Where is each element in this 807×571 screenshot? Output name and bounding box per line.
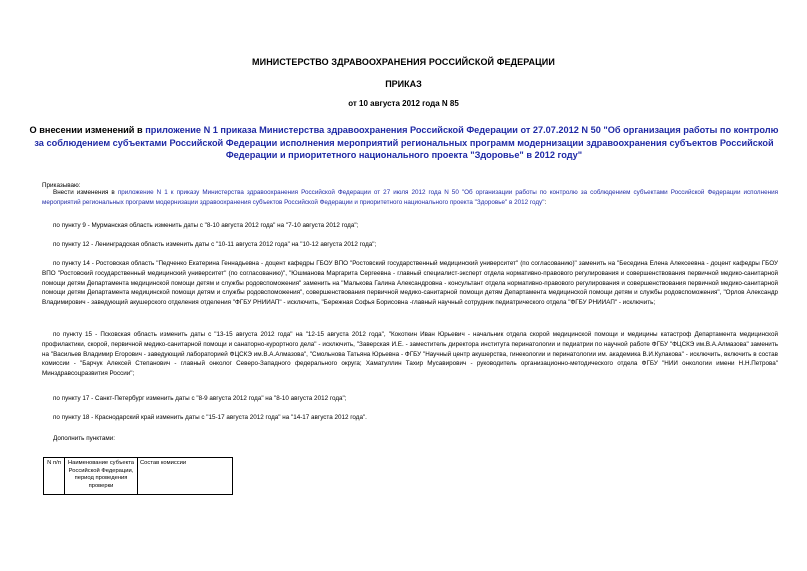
document-title [28,124,780,162]
item-17: по пункту 17 - Санкт-Петербург изменить даты с "8-9 августа 2012 года" на "8-10 августа 2012 года"; [53,395,347,402]
supplement-line: Дополнить пунктами: [53,435,115,442]
item-14: по пункту 14 - Ростовская область "Педченко Екатерина Геннадьевна - доцент кафедры ГБОУ ВПО "Ростовский государственный медицинский университет" (по согласованию)" заменить на "Беседина Елена Алексеевна - доцент кафедры ГБОУ ВПО "Ростовский государственный медицинский университет" (по согласованию)", "Юшманова Маргарита Сергеевна - главный специалист-эксперт отдела нормативно-правового регулирования и совершенствования первичной медико-санитарной помощи детям Департамента медицинской помощи детям и службы родовспоможения" заменить на "Малькова Галина Александровна - консультант отдела нормативно-правового регулирования и совершенствования первичной медико-санитарной помощи детям Департамента медицинской помощи детям и службы родовспоможения", совершенствования первичной медико-санитарной помощи детям Департамента медицинской помощи детям и службы родовспоможения", "Орлов Александр Владимирович - заведующий акушерского отделения отделения "ФГБУ РНИИАП" - исключить, "Бережная Софья Борисовна -главный научный сотрудник педиатрического отдела "ФГБУ РНИИАП" - исключить; [42,260,778,307]
order-type-heading: ПРИКАЗ [385,79,422,89]
item-9: по пункту 9 - Мурманская область изменить даты с "8-10 августа 2012 года" на "7-10 августа 2012 года"; [53,222,359,229]
table-header-row [44,458,233,495]
table-header-number: N п/п [44,458,65,495]
item-18: по пункту 18 - Краснодарский край изменить даты с "15-17 августа 2012 года" на "14-17 августа 2012 года". [53,414,367,421]
order-date-number: от 10 августа 2012 года N 85 [348,99,459,108]
intro-suffix: : [544,198,547,206]
item-15: по пункту 15 - Псковская область изменить даты с "13-15 августа 2012 года" на "12-15 августа 2012 года", "Кокоткин Иван Юрьевич - начальник отдела скорой медицинской помощи и медицины катастроф Департамента медицинской профилактики, скорой, первичной медико-санитарной помощи и санаторно-курортного дела" - исключить, "Заверская И.Е. - заместитель директора института перинатологии и педиатрии по научной работе ФГБУ "ФЦСКЭ им.В.А.Алмазова" заменить на "Васильев Владимир Егорович - заведующий лабораторией ФЦСКЭ им.В.А.Алмазова", "Смольнова Татьяна Юрьевна - ФГБУ "Научный центр акушерства, гинекологии и перинатологии им. академика В.И.Кулакова" - исключить, включить в состав комиссии - "Барчук Алексей Степанович - главный онколог Северо-Западного федерального округа; Хаматуллин Тахир Мусавирович - руководитель организационно-методического отдела ФГБУ "НИИ онкологии имени Н.Н.Петрова" Минздравсоцразвития России"; [42,331,778,378]
intro-link[interactable]: приложение N 1 к приказу Министерства здравоохранения Российской Федерации от 27 июля 2012 года N 50 "Об организации работы по контролю за соблюдением субъектами Российской Федерации исполнения мероприятий региональных программ модернизации здравоохранения субъектов Российской Федерации и приоритетного национального проекта "Здоровье" в 2012 году" [42,189,778,206]
ministry-heading: МИНИСТЕРСТВО ЗДРАВООХРАНЕНИЯ РОССИЙСКОЙ ФЕДЕРАЦИИ [252,57,555,67]
order-word: Приказываю: [42,182,81,189]
title-prefix: О внесении изменений в [29,125,146,135]
table-header-commission: Состав комиссии [138,458,233,495]
table-header-region: Наименование субъекта Российской Федерации, период проведения проверки [65,458,138,495]
item-12: по пункту 12 - Ленинградская область изменить даты с "10-11 августа 2012 года" на "10-12 августа 2012 года"; [53,241,377,248]
intro-paragraph [42,188,778,208]
intro-prefix: Внести изменения в [53,189,118,196]
commission-table [43,457,233,495]
title-link[interactable]: приложение N 1 приказа Министерства здравоохранения Российской Федерации от 27.07.2012 N 50 "Об организация работы по контролю за соблюдением субъектами Российской Федерации исполнения мероприятий региональных программ модернизации здравоохранения субъектов Российской Федерации и приоритетного национального проекта "Здоровье" в 2012 году" [34,125,779,160]
